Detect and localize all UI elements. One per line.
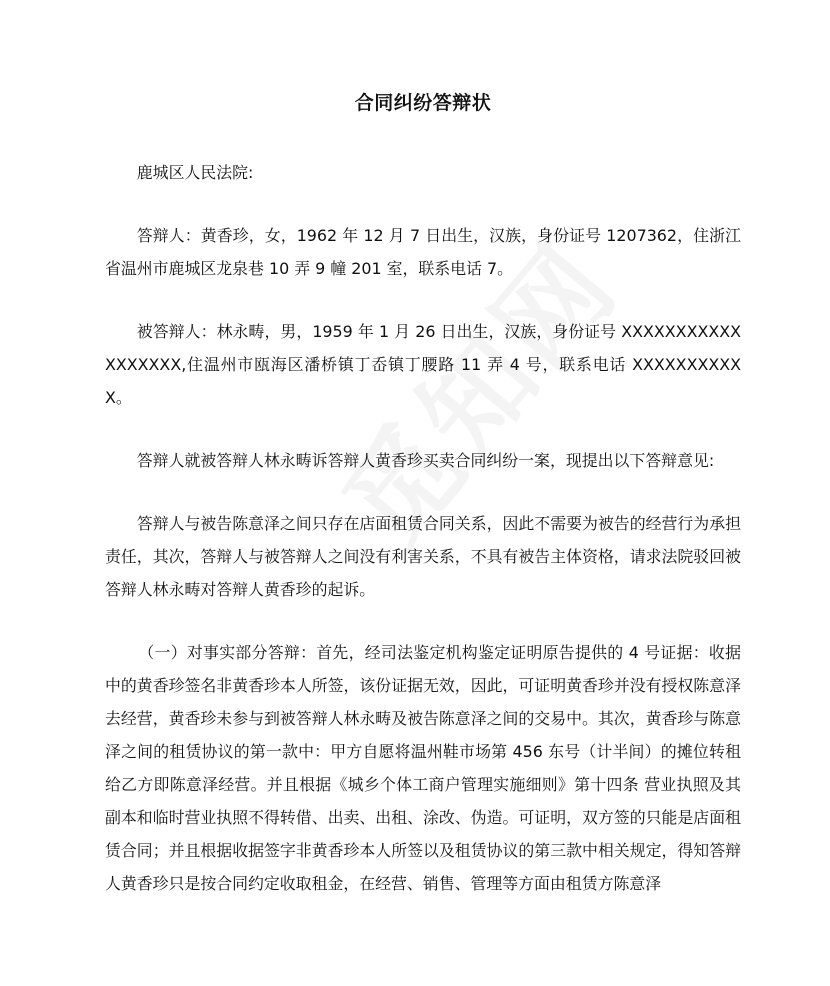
- defense-summary: 答辩人与被告陈意泽之间只存在店面租赁合同关系，因此不需要为被告的经营行为承担责任，其次，答辩人与被答辩人之间没有利害关系，不具有被告主体资格，请求法院驳回被答辩人林永畴对答辩人黄香珍的起诉。: [105, 514, 741, 599]
- court-addressee: 鹿城区人民法院:: [136, 163, 254, 182]
- respondent-info: 答辩人：黄香珍，女，1962 年 12 月 7 日出生，汉族，身份证号 1207362，住浙江省温州市鹿城区龙泉巷 10 弄 9 幢 201 室，联系电话 7。: [105, 226, 741, 278]
- plaintiff-info: 被答辩人：林永畴，男，1959 年 1 月 26 日出生，汉族，身份证号 XXXXXXXXXXXXXXXXXX,住温州市瓯海区潘桥镇丁岙镇丁腰路 11 弄 4 号，联系电话 XXXXXXXXXXX。: [105, 322, 741, 407]
- document-title: 合同纠纷答辩状: [354, 92, 492, 114]
- document-body: [105, 156, 741, 930]
- defense-facts: （一）对事实部分答辩：首先，经司法鉴定机构鉴定证明原告提供的 4 号证据：收据中的黄香珍签名非黄香珍本人所签，该份证据无效，因此，可证明黄香珍并没有授权陈意泽去经营，黄香珍未参与到被答辩人林永畴及被告陈意泽之间的交易中。其次，黄香珍与陈意泽之间的租赁协议的第一款中：甲方自愿将温州鞋市场第 456 东号（计半间）的摊位转租给乙方即陈意泽经营。并且根据《城乡个体工商户管理实施细则》第十四条 营业执照及其副本和临时营业执照不得转借、出卖、出租、涂改、伪造。可证明，双方签的只能是店面租赁合同；并且根据收据签字非黄香珍本人所签以及租赁协议的第三款中相关规定，得知答辩人黄香珍只是按合同约定收取租金，在经营、销售、管理等方面由租赁方陈意泽: [105, 643, 741, 893]
- defense-intro: 答辩人就被答辩人林永畴诉答辩人黄香珍买卖合同纠纷一案，现提出以下答辩意见:: [136, 451, 715, 470]
